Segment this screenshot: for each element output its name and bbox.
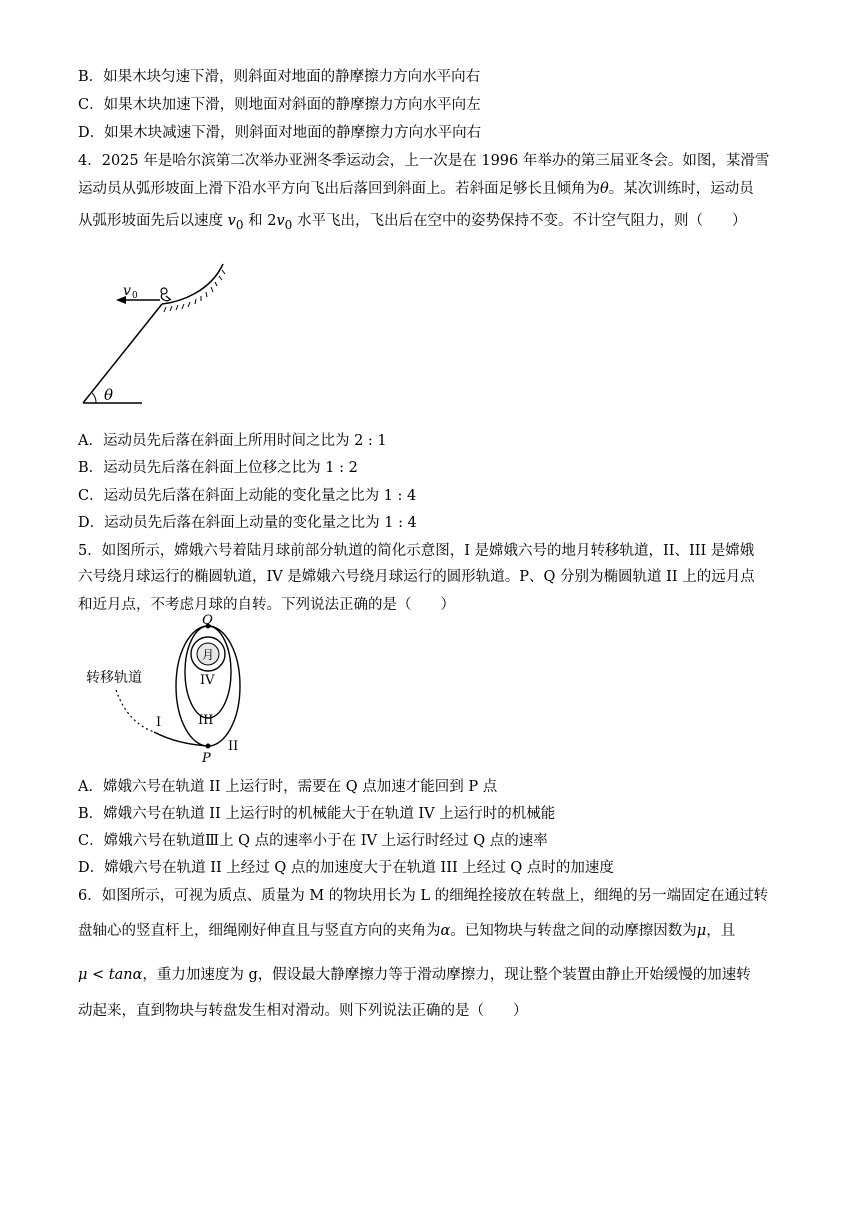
q4-stem-line3: 从弧形坡面先后以速度 $v_0$ 和 $2v_0$ 水平飞出，飞出后在空中的姿势保持不变。不计空气阻力，则（ ） [78, 213, 747, 232]
orbit-ii-label: II [228, 739, 239, 754]
q5-option-c: C．嫦娥六号在轨道Ⅲ上 Q 点的速率小于在 IV 上运行时经过 Q 点的速率 [78, 833, 548, 849]
q5-stem-line2: 六号绕月球运行的椭圆轨道，IV 是嫦娥六号绕月球运行的圆形轨道。P、Q 分别为椭圆轨道 II 上的远月点 [78, 569, 755, 585]
q5-option-a: A．嫦娥六号在轨道 II 上运行时，需要在 Q 点加速才能回到 P 点 [78, 779, 498, 795]
orbit-i-label: I [156, 715, 162, 730]
ski-slope-figure [80, 252, 250, 412]
q4-option-a: A．运动员先后落在斜面上所用时间之比为 2 : 1 [78, 433, 387, 449]
orbit-iv-label: IV [200, 673, 215, 688]
q5-option-b: B．嫦娥六号在轨道 II 上运行时的机械能大于在轨道 IV 上运行时的机械能 [78, 806, 556, 822]
theta-label: θ [104, 386, 114, 404]
q3-option-b: B．如果木块匀速下滑，则斜面对地面的静摩擦力方向水平向右 [78, 69, 481, 85]
q6-stem-line1: 6．如图所示，可视为质点、质量为 M 的物块用长为 L 的细绳拴接放在转盘上，细绳的另一端固定在通过转 [78, 888, 769, 904]
q4-stem-line1: 4．2025 年是哈尔滨第二次举办亚洲冬季运动会，上一次是在 1996 年举办的第三届亚冬会。如图，某滑雪 [78, 153, 770, 169]
orbit-iii-label: III [198, 713, 214, 728]
q4-option-b: B．运动员先后落在斜面上位移之比为 1 : 2 [78, 460, 358, 476]
p-point-label: P [202, 751, 211, 764]
q5-option-d: D．嫦娥六号在轨道 II 上经过 Q 点的加速度大于在轨道 III 上经过 Q 点时的加速度 [78, 860, 614, 876]
q-point-label: Q [202, 614, 213, 628]
q6-stem-line2: 盘轴心的竖直杆上，细绳刚好伸直且与竖直方向的夹角为α。已知物块与转盘之间的动摩擦因数为μ，且 [78, 923, 736, 939]
q4-stem-line2: 运动员从弧形坡面上滑下沿水平方向飞出后落回到斜面上。若斜面足够长且倾角为θ。某次训练时，运动员 [78, 181, 754, 197]
v0-label: v [123, 283, 131, 299]
q6-stem-line4: 动起来，直到物块与转盘发生相对滑动。则下列说法正确的是（ ） [78, 1003, 528, 1019]
moon-label: 月 [202, 648, 215, 662]
transfer-orbit-label: 转移轨道 [86, 670, 142, 686]
q5-stem-line1: 5．如图所示，嫦娥六号着陆月球前部分轨道的简化示意图，I 是嫦娥六号的地月转移轨道，II、III 是嫦娥 [78, 543, 755, 559]
q4-option-c: C．运动员先后落在斜面上动能的变化量之比为 1 : 4 [78, 488, 417, 504]
v0-subscript: 0 [132, 291, 138, 301]
q4-option-d: D．运动员先后落在斜面上动量的变化量之比为 1 : 4 [78, 515, 417, 531]
q5-stem-line3: 和近月点，不考虑月球的自转。下列说法正确的是（ ） [78, 597, 455, 613]
q6-stem-line3: μ < tanα，重力加速度为 g，假设最大静摩擦力等于滑动摩擦力，现让整个装置由静止开始缓慢的加速转 [78, 967, 751, 983]
orbit-figure [82, 614, 252, 764]
q3-option-d: D．如果木块减速下滑，则斜面对地面的静摩擦力方向水平向右 [78, 125, 482, 141]
q3-option-c: C．如果木块加速下滑，则地面对斜面的静摩擦力方向水平向左 [78, 97, 481, 113]
